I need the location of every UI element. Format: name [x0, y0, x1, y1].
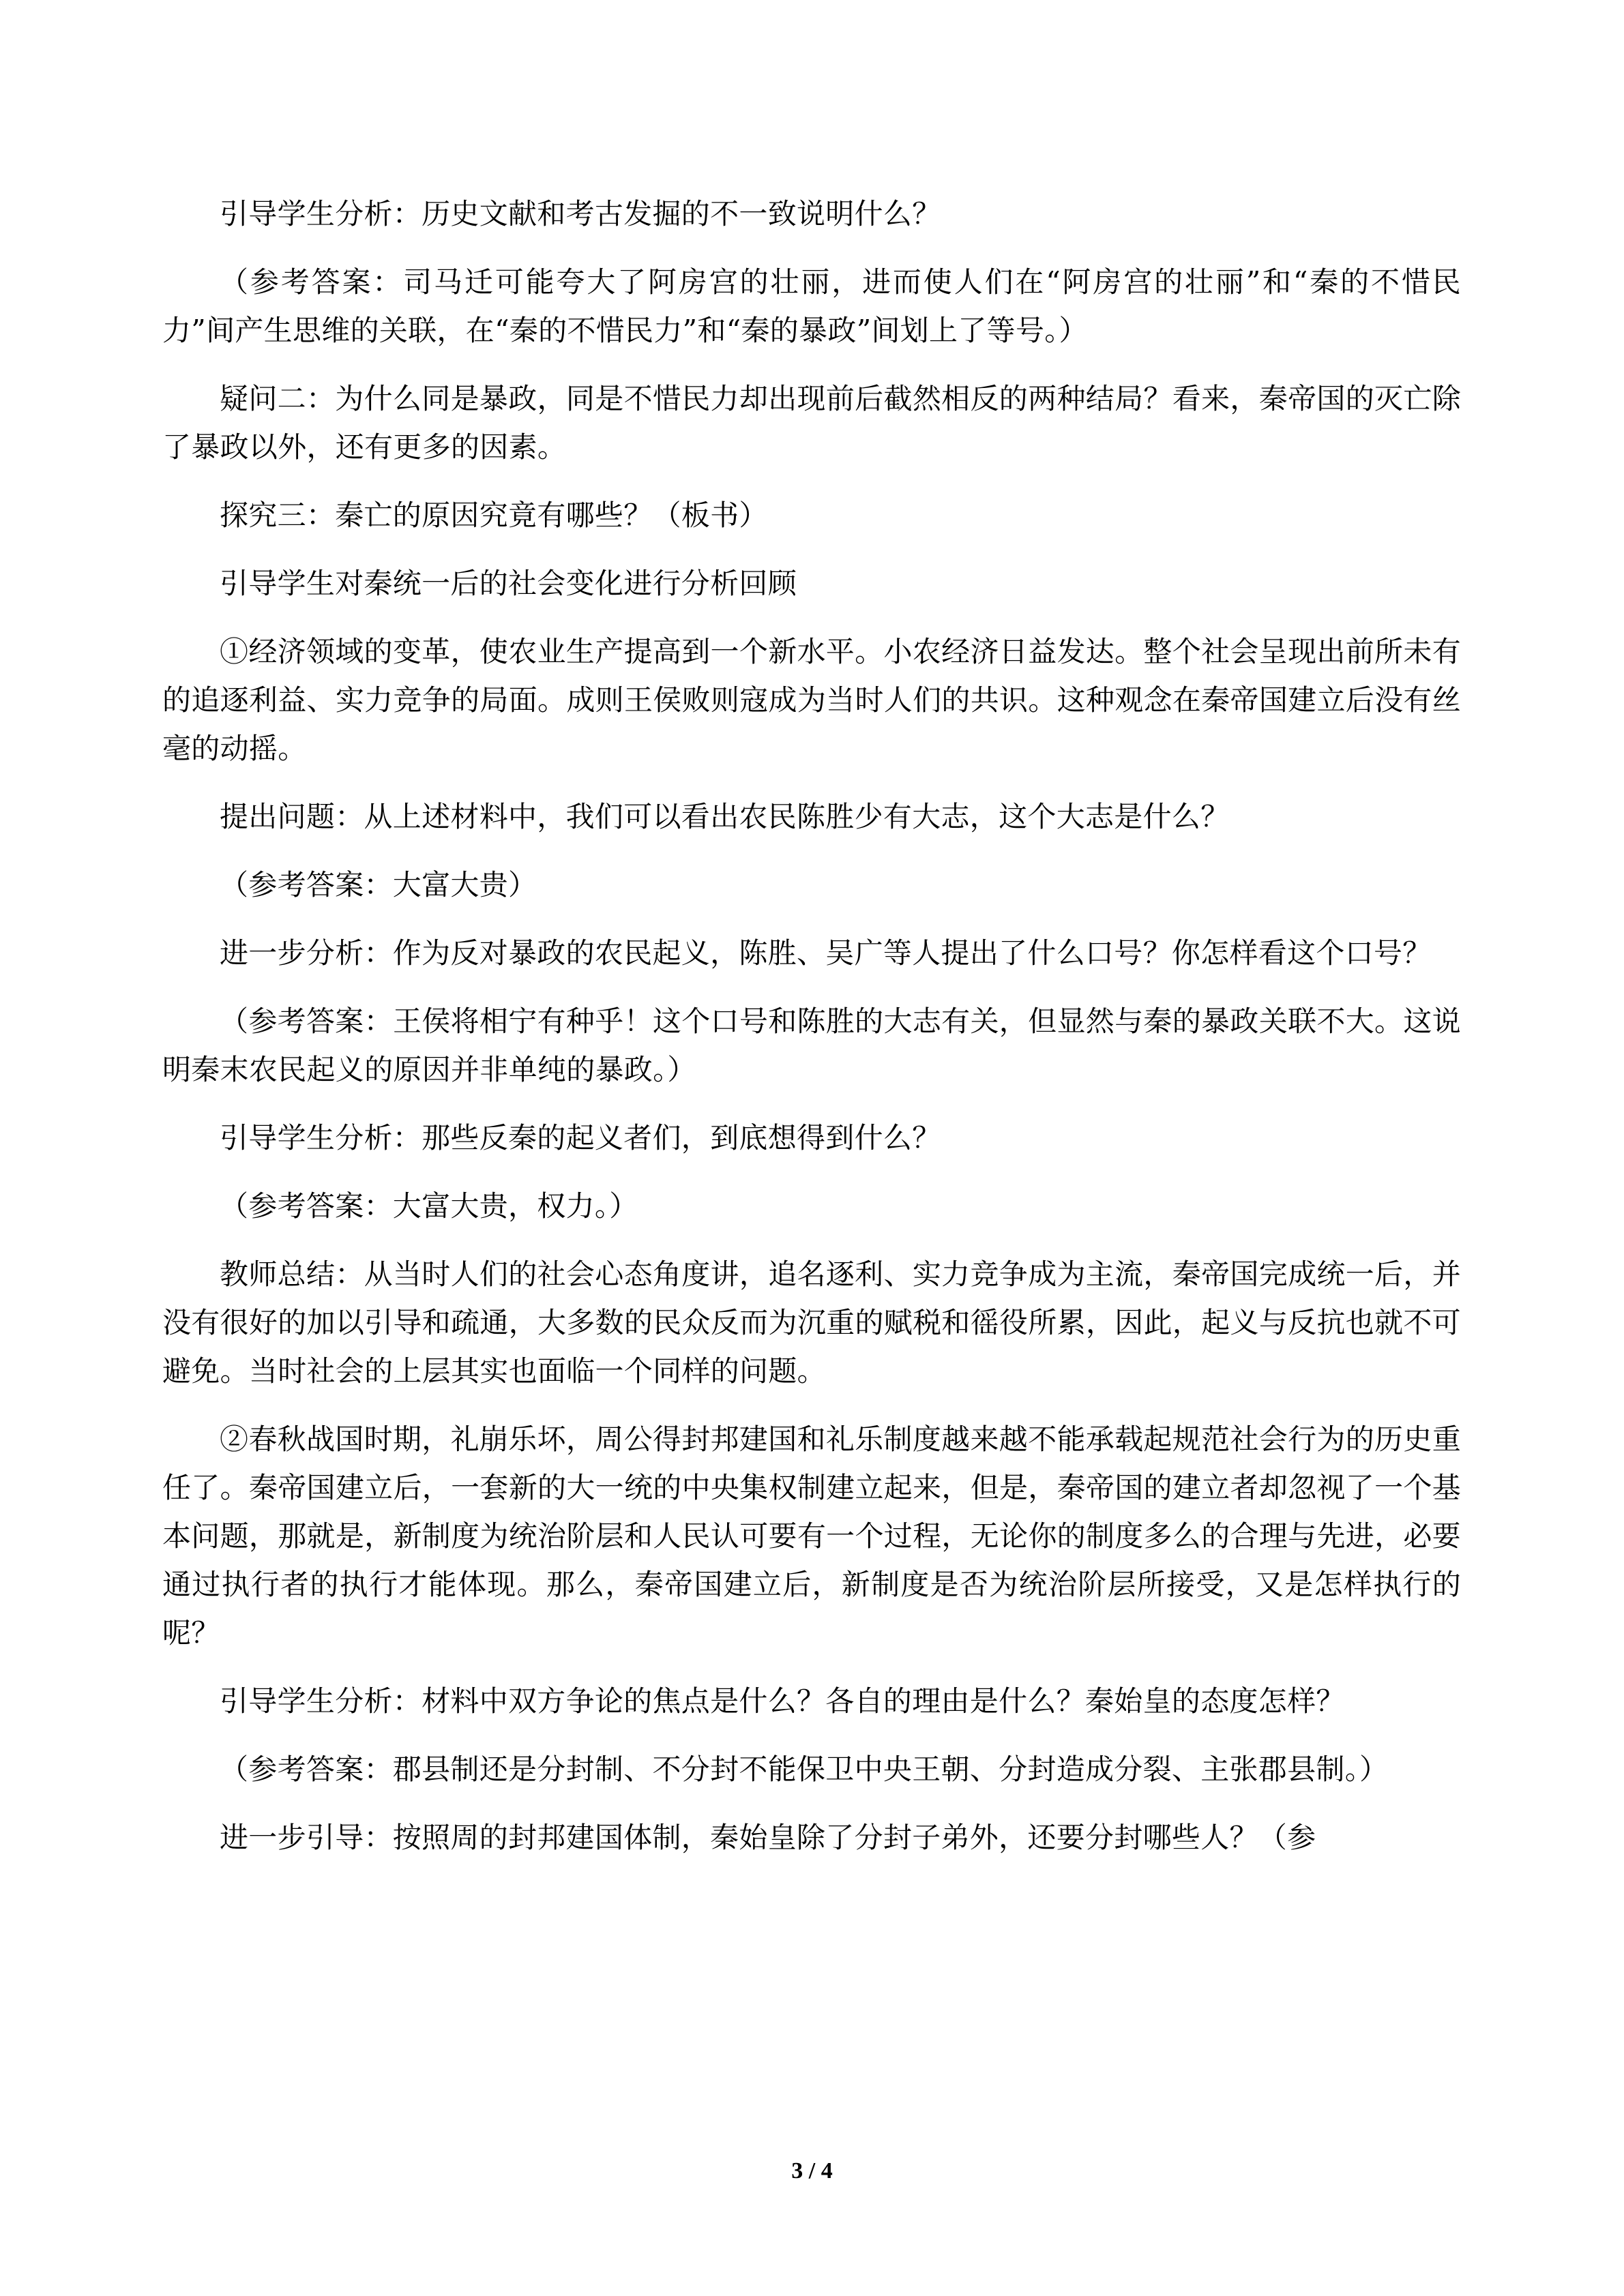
paragraph: ②春秋战国时期，礼崩乐坏，周公得封邦建国和礼乐制度越来越不能承载起规范社会行为的历史重任了。秦帝国建立后，一套新的大一统的中央集权制建立起来，但是，秦帝国的建立者却忽视了一个基本问题，那就是，新制度为统治阶层和人民认可要有一个过程，无论你的制度多么的合理与先进，必要通过执行者的执行才能体现。那么，秦帝国建立后，新制度是否为统治阶层所接受，又是怎样执行的呢？ [162, 1422, 1461, 1650]
paragraph: 进一步分析：作为反对暴政的农民起义，陈胜、吴广等人提出了什么口号？你怎样看这个口号？ [220, 936, 1432, 970]
paragraph: 引导学生分析：那些反秦的起义者们，到底想得到什么？ [220, 1121, 941, 1154]
paragraph: 提出问题：从上述材料中，我们可以看出农民陈胜少有大志，这个大志是什么？ [220, 800, 1230, 833]
paragraph: 教师总结：从当时人们的社会心态角度讲，追名逐利、实力竞争成为主流，秦帝国完成统一后，并没有很好的加以引导和疏通，大多数的民众反而为沉重的赋税和徭役所累，因此，起义与反抗也就不可避免。当时社会的上层其实也面临一个同样的问题。 [162, 1257, 1461, 1388]
paragraph: 引导学生对秦统一后的社会变化进行分析回顾 [220, 567, 797, 600]
paragraph: 疑问二：为什么同是暴政，同是不惜民力却出现前后截然相反的两种结局？看来，秦帝国的灭亡除了暴政以外，还有更多的因素。 [162, 382, 1461, 464]
paragraph: 引导学生分析：历史文献和考古发掘的不一致说明什么？ [220, 197, 941, 230]
paragraph: （参考答案：司马迁可能夸大了阿房宫的壮丽，进而使人们在“阿房宫的壮丽”和“秦的不惜民力”间产生思维的关联，在“秦的不惜民力”和“秦的暴政”间划上了等号。） [162, 265, 1461, 347]
document-body [162, 190, 1461, 1881]
paragraph: （参考答案：郡县制还是分封制、不分封不能保卫中央王朝、分封造成分裂、主张郡县制。） [220, 1753, 1389, 1786]
paragraph: 引导学生分析：材料中双方争论的焦点是什么？各自的理由是什么？秦始皇的态度怎样？ [220, 1684, 1345, 1718]
paragraph: （参考答案：王侯将相宁有种乎！这个口号和陈胜的大志有关，但显然与秦的暴政关联不大。这说明秦末农民起义的原因并非单纯的暴政。） [162, 1004, 1461, 1086]
paragraph: 探究三：秦亡的原因究竟有哪些？（板书） [220, 498, 768, 532]
paragraph: （参考答案：大富大贵） [220, 868, 537, 901]
paragraph: 进一步引导：按照周的封邦建国体制，秦始皇除了分封子弟外，还要分封哪些人？（参 [220, 1821, 1316, 1854]
paragraph: （参考答案：大富大贵，权力。） [220, 1189, 638, 1223]
page-number: 3 / 4 [791, 2158, 833, 2183]
paragraph: ①经济领域的变革，使农业生产提高到一个新水平。小农经济日益发达。整个社会呈现出前所未有的追逐利益、实力竞争的局面。成则王侯败则寇成为当时人们的共识。这种观念在秦帝国建立后没有丝毫的动摇。 [162, 635, 1461, 765]
